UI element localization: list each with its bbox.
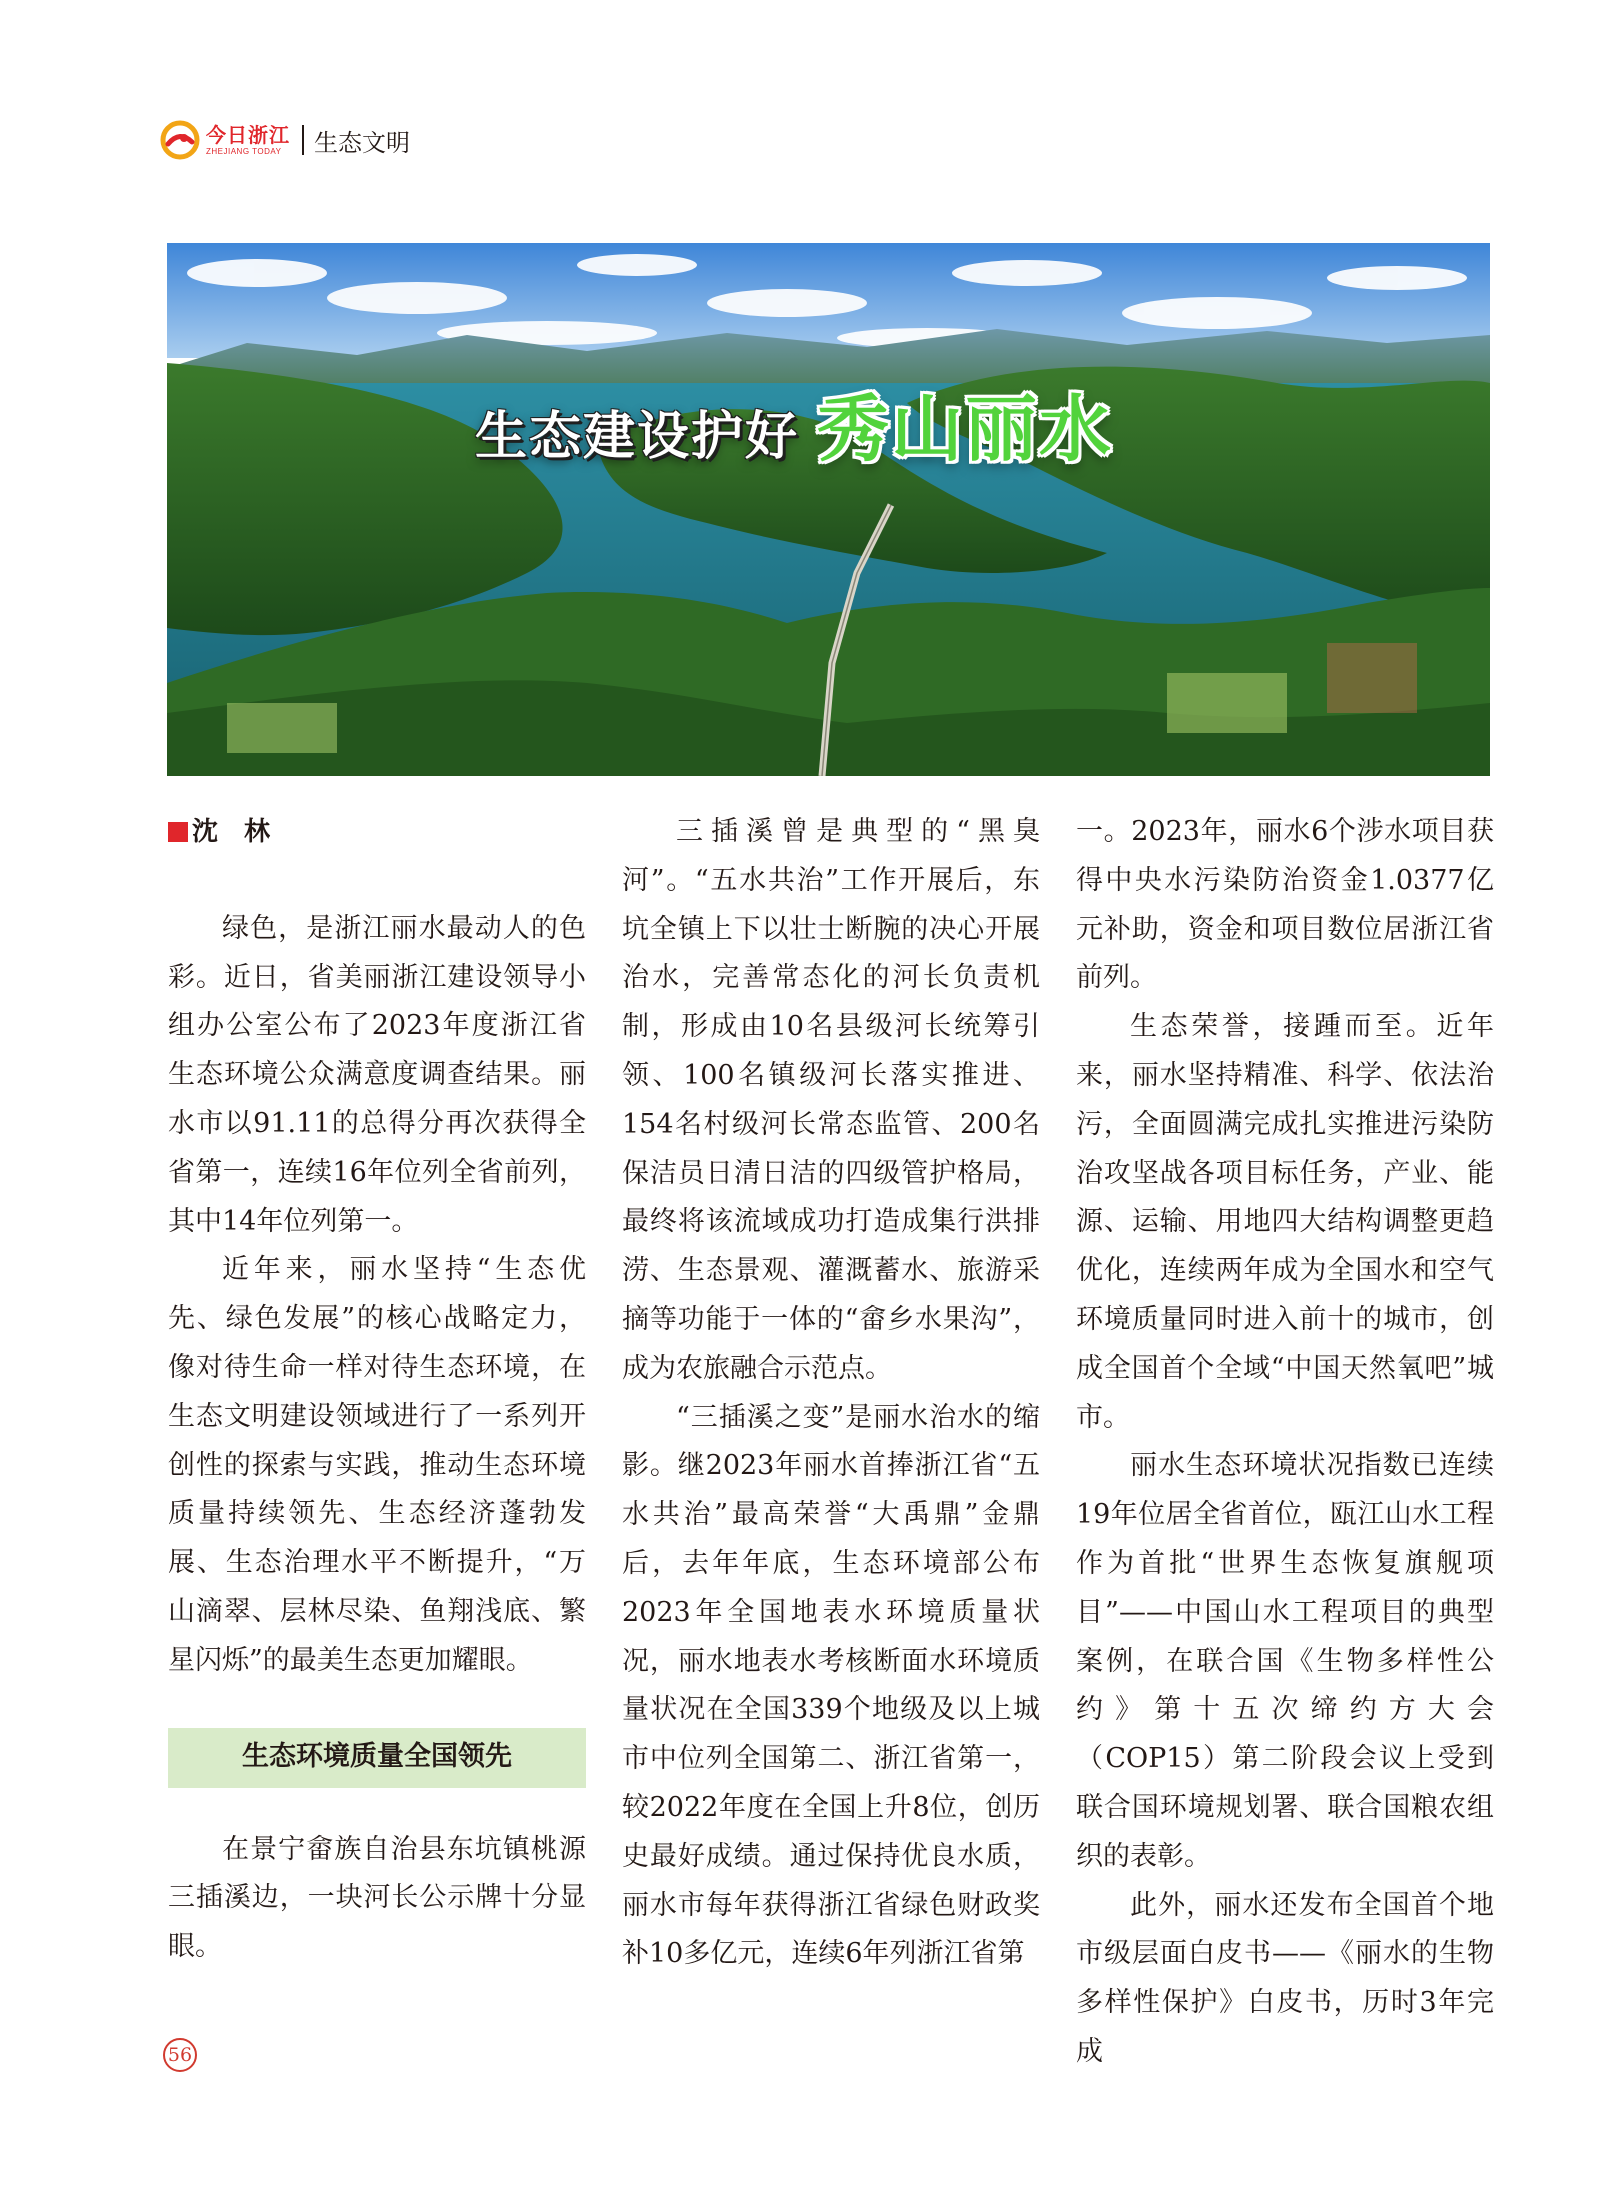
author-byline [168, 808, 586, 857]
text-column-1 [168, 808, 586, 1972]
header-divider [302, 125, 304, 155]
logo-chinese-name: 今日浙江 [206, 122, 290, 147]
paragraph-continued: 一。2023年，丽水6个涉水项目获得中央水污染防治资金1.0377亿元补助，资金和项目数位居浙江省前列。 [1076, 816, 1494, 994]
paragraph: 三插溪曾是典型的“黑臭河”。“五水共治”工作开展后，东坑全镇上下以壮士断腕的决心开展治水，完善常态化的河长负责机制，形成由10名县级河长统筹引领、100名镇级河长落实推进、154名村级河长常态监管、200名保洁员日清日洁的四级管护格局，最终将该流域成功打造成集行洪排涝、生态景观、灌溉蓄水、旅游采摘等功能于一体的“畲乡水果沟”，成为农旅融合示范点。 [622, 816, 1040, 1384]
publication-logo-icon [160, 120, 200, 160]
hero-title-lead: 生态建设护好 [475, 407, 800, 467]
text-column-2 [622, 808, 1040, 1979]
paragraph: 近年来，丽水坚持“生态优先、绿色发展”的核心战略定力，像对待生命一样对待生态环境，在生态文明建设领域进行了一系列开创性的探索与实践，推动生态环境质量持续领先、生态经济蓬勃发展、生态治理水平不断提升，“万山滴翠、层林尽染、鱼翔浅底、繁星闪烁”的最美生态更加耀眼。 [168, 1254, 586, 1676]
running-header [160, 118, 410, 162]
reservoir-landscape-image [167, 243, 1490, 776]
section-subheading: 生态环境质量全国领先 [168, 1728, 586, 1788]
paragraph: 此外，丽水还发布全国首个地市级层面白皮书——《丽水的生物多样性保护》白皮书，历时3年完成 [1076, 1889, 1494, 2067]
hero-photo [167, 243, 1490, 776]
text-column-3 [1076, 808, 1494, 2077]
paragraph: 丽水生态环境状况指数已连续19年位居全省首位，瓯江山水工程作为首批“世界生态恢复旗舰项目”——中国山水工程项目的典型案例，在联合国《生物多样性公约》第十五次缔约方大会（COP15）第二阶段会议上受到联合国环境规划署、联合国粮农组织的表彰。 [1076, 1450, 1494, 1872]
logo-english-name: ZHEJIANG TODAY [206, 146, 282, 156]
byline-marker-icon [168, 822, 188, 842]
paragraph: 绿色，是浙江丽水最动人的色彩。近日，省美丽浙江建设领导小组办公室公布了2023年度浙江省生态环境公众满意度调查结果。丽水市以91.11的总得分再次获得全省第一，连续16年位列全省前列，其中14年位列第一。 [168, 912, 586, 1237]
author-name: 沈林 [192, 817, 297, 847]
paragraph: “三插溪之变”是丽水治水的缩影。继2023年丽水首捧浙江省“五水共治”最高荣誉“大禹鼎”金鼎后，去年年底，生态环境部公布2023年全国地表水环境质量状况，丽水地表水考核断面水环境质量状况在全国339个地级及以上城市中位列全国第二、浙江省第一，较2022年度在全国上升8位，创历史最好成绩。通过保持优良水质，丽水市每年获得浙江省绿色财政奖补10多亿元，连续6年列浙江省第 [622, 1401, 1040, 1970]
page-number: 56 [163, 2038, 197, 2072]
section-label: 生态文明 [314, 128, 410, 157]
paragraph: 生态荣誉，接踵而至。近年来，丽水坚持精准、科学、依法治污，全面圆满完成扎实推进污染防治攻坚战各项目标任务，产业、能源、运输、用地四大结构调整更趋优化，连续两年成为全国水和空气环境质量同时进入前十的城市，创成全国首个全域“中国天然氧吧”城市。 [1076, 1011, 1494, 1433]
hero-title [475, 371, 1113, 475]
paragraph: 在景宁畲族自治县东坑镇桃源三插溪边，一块河长公示牌十分显眼。 [168, 1833, 586, 1963]
publication-logo-text [206, 122, 290, 156]
hero-title-highlight: 秀山丽水 [817, 387, 1114, 471]
